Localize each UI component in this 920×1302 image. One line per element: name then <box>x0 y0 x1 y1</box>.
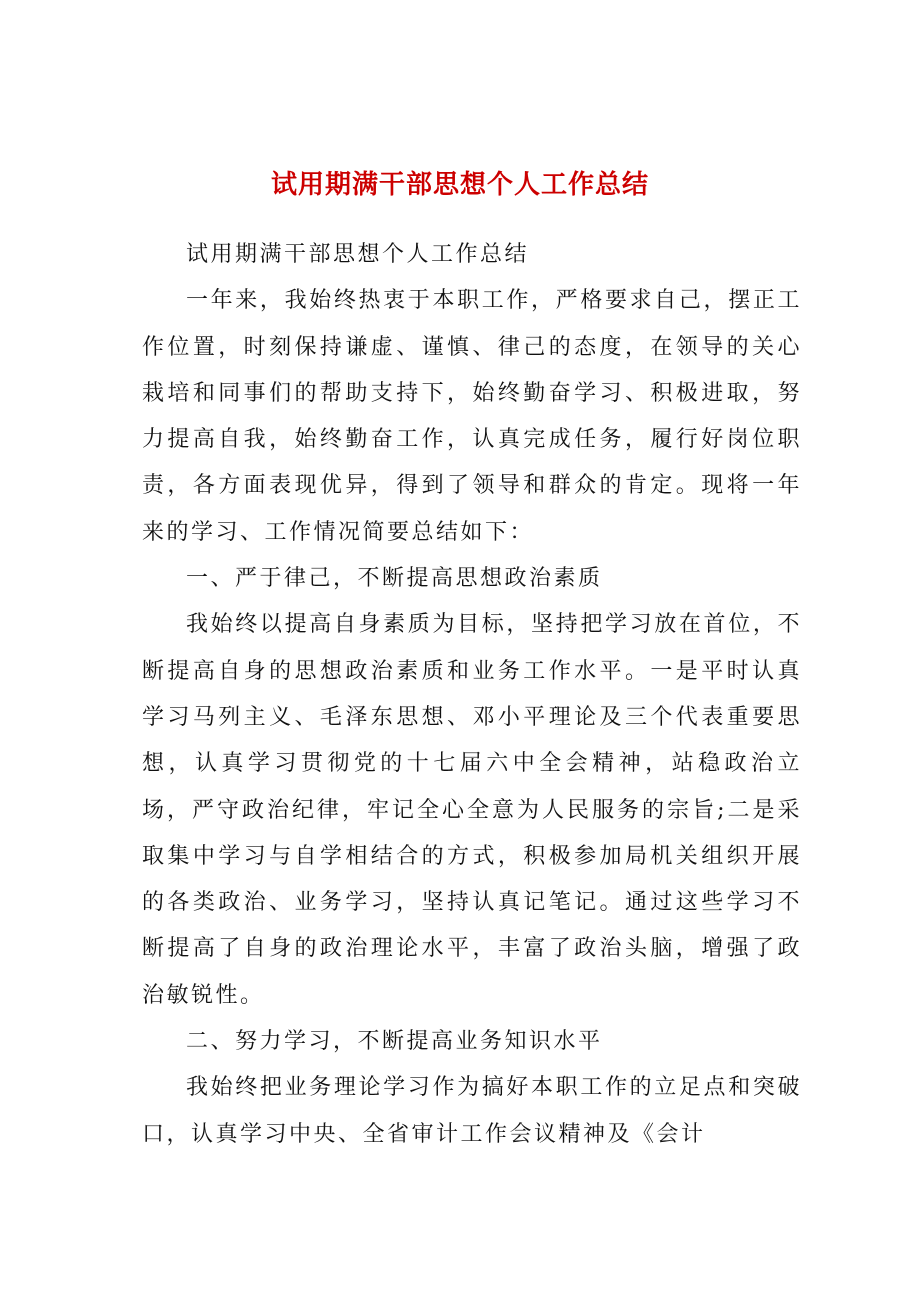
intro-paragraph: 一年来，我始终热衷于本职工作，严格要求自己，摆正工作位置，时刻保持谦虚、谨慎、律己的态度，在领导的关心栽培和同事们的帮助支持下，始终勤奋学习、积极进取，努力提高自我，始终勤奋工作，认真完成任务，履行好岗位职责，各方面表现优异，得到了领导和群众的肯定。现将一年来的学习、工作情况简要总结如下： <box>142 288 802 545</box>
document-body <box>142 232 802 1158</box>
subtitle-paragraph: 试用期满干部思想个人工作总结 <box>186 242 530 267</box>
section-2-paragraph: 我始终把业务理论学习作为搞好本职工作的立足点和突破口，认真学习中央、全省审计工作会议精神及《会计 <box>142 1075 802 1147</box>
section-1-paragraph: 我始终以提高自身素质为目标，坚持把学习放在首位，不断提高自身的思想政治素质和业务工作水平。一是平时认真学习马列主义、毛泽东思想、邓小平理论及三个代表重要思想，认真学习贯彻党的十七届六中全会精神，站稳政治立场，严守政治纪律，牢记全心全意为人民服务的宗旨;二是采取集中学习与自学相结合的方式，积极参加局机关组织开展的各类政治、业务学习，坚持认真记笔记。通过这些学习不断提高了自身的政治理论水平，丰富了政治头脑，增强了政治敏锐性。 <box>142 612 802 1008</box>
document-title: 试用期满干部思想个人工作总结 <box>270 170 649 200</box>
section-heading-2: 二、努力学习，不断提高业务知识水平 <box>186 1029 603 1055</box>
section-heading-1: 一、严于律己，不断提高思想政治素质 <box>186 566 603 592</box>
